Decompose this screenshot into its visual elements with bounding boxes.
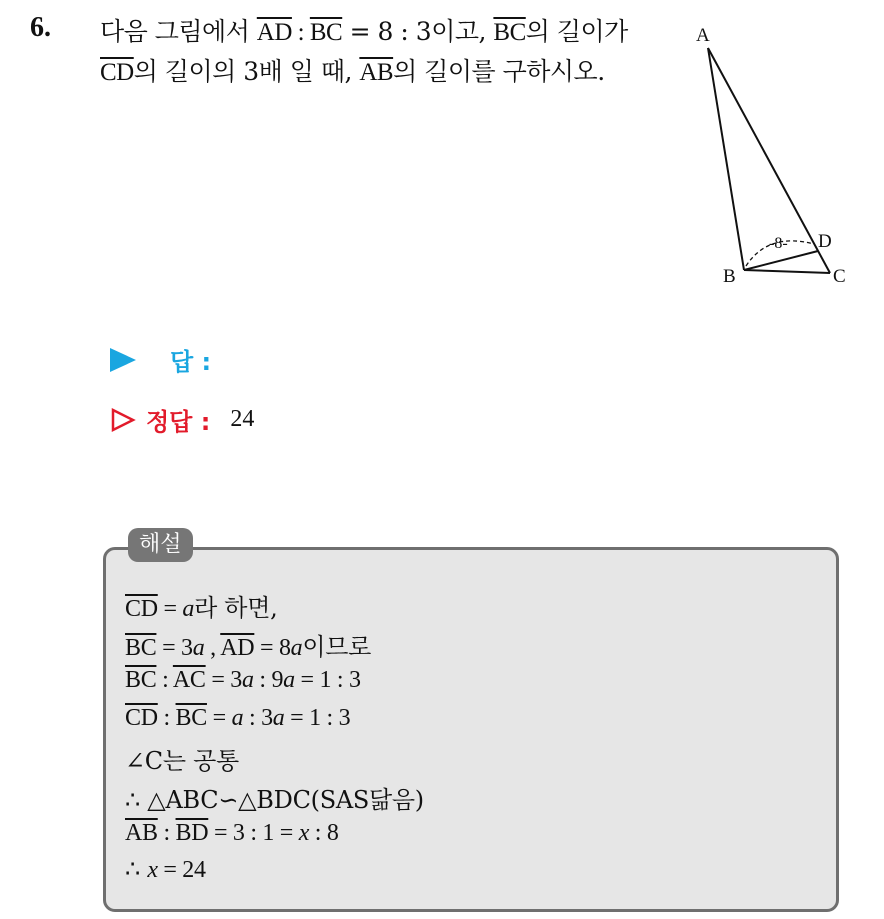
segment-bc: $\overline{BC}$: [175, 705, 207, 731]
variable-a: a: [182, 596, 195, 622]
solution-line-6: ∴ △ABC∽△BDC(SAS닮음): [125, 786, 424, 814]
question-text: 의 길이의 3배 일 때,: [133, 57, 360, 86]
bd-length-label: -8-: [769, 235, 788, 252]
question-text: = 8 : 3이고,: [342, 17, 494, 46]
answer-label: 답 :: [170, 348, 212, 376]
question-line-1: [100, 12, 628, 48]
vertex-label-b: B: [723, 266, 736, 287]
segment-ad: $\overline{AD}$: [256, 19, 292, 46]
question-text: 다음 그림에서: [100, 17, 257, 46]
solution-line-8: [125, 855, 206, 884]
variable-x: x: [298, 820, 310, 846]
math-text: :: [157, 705, 176, 731]
correct-answer-value: 24: [230, 406, 255, 432]
math-text: =: [157, 596, 183, 622]
variable-x: x: [147, 857, 158, 883]
therefore-symbol: ∴: [125, 855, 148, 883]
variable-a: a: [290, 635, 303, 661]
correct-answer-label: 정답 :: [146, 408, 211, 436]
question-text: 의 길이를 구하시오.: [393, 57, 605, 86]
answer-prompt-row: [110, 342, 211, 377]
segment-ac: $\overline{AC}$: [172, 667, 206, 693]
segment-bc: $\overline{BC}$: [309, 19, 343, 46]
question-line-2: [100, 52, 605, 88]
math-text: = 3: [156, 635, 193, 661]
variable-a: a: [241, 667, 254, 693]
solution-line-2: [125, 627, 371, 662]
segment-ab: $\overline{AB}$: [359, 59, 394, 86]
math-text: =: [206, 705, 232, 731]
solution-tag: 해설: [128, 528, 193, 562]
variable-a: a: [283, 667, 295, 693]
math-text: :: [157, 820, 176, 846]
math-text: = 3 : 1 =: [208, 820, 299, 846]
segment-bc: $\overline{BC}$: [125, 635, 157, 661]
segment-ab: $\overline{AB}$: [125, 820, 158, 846]
play-triangle-icon: [110, 348, 136, 372]
solution-line-5: ∠C는 공통: [125, 747, 239, 775]
variable-a: a: [192, 635, 205, 661]
segment-cd: $\overline{CD}$: [100, 59, 134, 86]
segment-bd: $\overline{BD}$: [175, 820, 209, 846]
solution-line-7: [125, 818, 339, 847]
math-text: = 24: [157, 857, 206, 883]
segment-bc-line: [744, 270, 830, 273]
vertex-label-a: A: [696, 25, 710, 46]
outline-triangle-icon: [110, 407, 136, 433]
solution-line-4: [125, 703, 350, 732]
math-text: : 8: [309, 820, 339, 846]
segment-bd-line: [744, 251, 818, 270]
math-text: : 3: [243, 705, 273, 731]
solution-line-1: [125, 588, 277, 623]
question-number: 6.: [30, 12, 51, 43]
math-text: ,: [204, 635, 221, 661]
solution-text: 이므로: [302, 633, 372, 661]
ratio-colon: :: [291, 19, 310, 46]
math-text: : 9: [253, 667, 284, 693]
variable-a: a: [272, 705, 285, 731]
vertex-label-c: C: [833, 266, 846, 287]
math-text: = 8: [254, 635, 291, 661]
math-text: :: [156, 667, 173, 693]
segment-cd: $\overline{CD}$: [125, 705, 158, 731]
question-text: 의 길이가: [525, 17, 628, 46]
segment-cd: $\overline{CD}$: [125, 596, 158, 622]
vertex-label-d: D: [818, 231, 832, 252]
solution-line-3: [125, 665, 361, 694]
math-text: = 1 : 3: [294, 667, 361, 693]
solution-text: 라 하면,: [194, 594, 278, 622]
segment-bc: $\overline{BC}$: [493, 19, 526, 46]
math-text: = 3: [205, 667, 242, 693]
math-text: = 1 : 3: [284, 705, 351, 731]
triangle-figure: [690, 20, 860, 295]
correct-answer-row: [110, 402, 254, 437]
segment-bc: $\overline{BC}$: [125, 667, 157, 693]
variable-a: a: [231, 705, 244, 731]
segment-ad: $\overline{AD}$: [220, 635, 255, 661]
